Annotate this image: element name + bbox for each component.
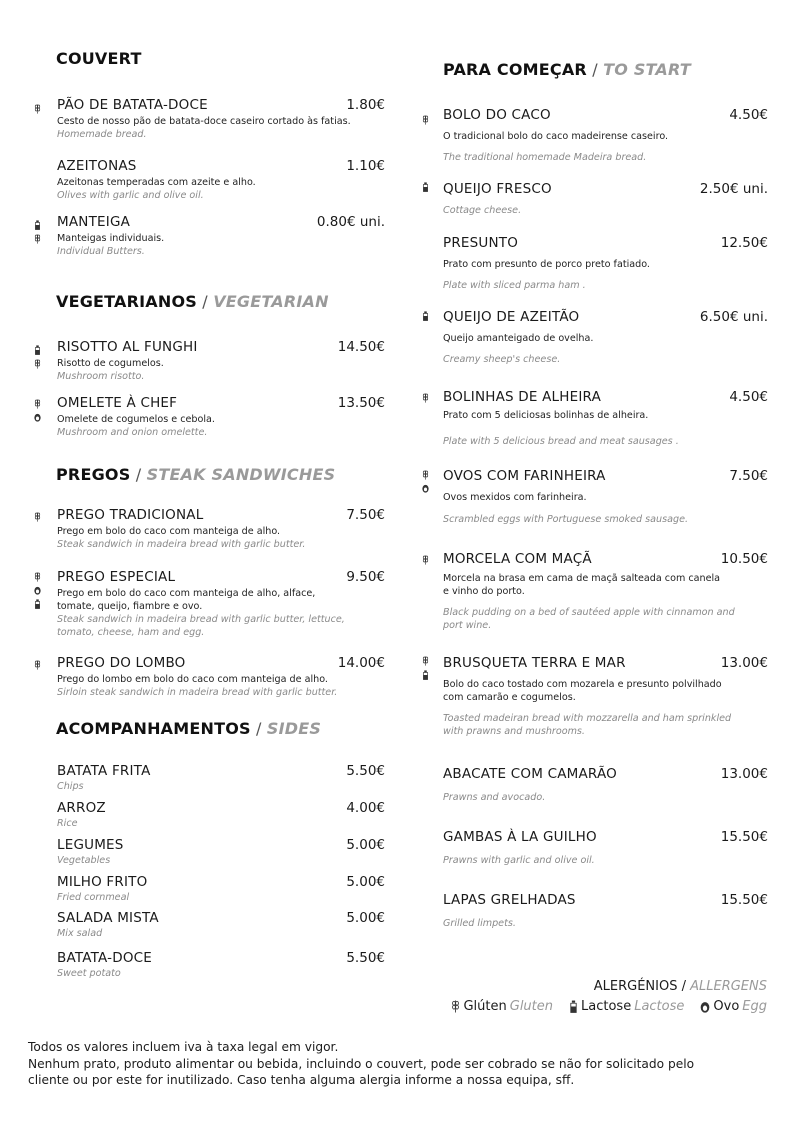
item-price: 14.00€ — [337, 655, 385, 671]
item-name: RISOTTO AL FUNGHI — [57, 339, 198, 355]
menu-item — [57, 910, 387, 944]
item-name: OMELETE À CHEF — [57, 395, 178, 411]
section-title-comecar — [443, 60, 691, 79]
allergen-icons — [33, 512, 42, 522]
menu-item — [57, 837, 387, 871]
milk-bottle-icon — [34, 220, 41, 230]
allergen-icons — [33, 345, 42, 369]
section-title-text: PREGOS — [56, 465, 131, 484]
menu-item — [443, 766, 768, 806]
item-description: Morcela na brasa em cama de maçã salteada com canela — [443, 573, 721, 584]
section-title-couvert — [56, 49, 142, 68]
item-english: Mushroom risotto. — [57, 371, 145, 382]
item-english: Prawns with garlic and olive oil. — [443, 855, 595, 866]
legend-title-english: ALLERGENS — [690, 979, 767, 994]
menu-item — [443, 107, 768, 165]
legend-ovo-english: Egg — [742, 999, 767, 1014]
menu-item — [57, 569, 387, 645]
menu-item — [57, 763, 387, 797]
item-name: BATATA FRITA — [57, 763, 151, 779]
menu-item — [57, 655, 387, 705]
item-name: MORCELA COM MAÇÃ — [443, 551, 592, 567]
item-name: MILHO FRITO — [57, 874, 148, 890]
item-price: 4.50€ — [729, 389, 768, 405]
milk-bottle-icon — [569, 1000, 578, 1013]
item-price: 2.50€ uni. — [699, 181, 768, 197]
item-description: Cesto de nosso pão de batata-doce caseiro cortado às fatias. — [57, 116, 351, 127]
item-price: 5.50€ — [346, 950, 385, 966]
item-english: Sweet potato — [57, 968, 121, 979]
title-separator: / — [250, 719, 267, 738]
legend-lactose: Lactose — [581, 999, 632, 1014]
menu-item — [57, 950, 387, 984]
item-price: 9.50€ — [346, 569, 385, 585]
allergen-legend — [451, 999, 767, 1014]
menu-item — [443, 829, 768, 869]
item-name: MANTEIGA — [57, 214, 131, 230]
item-english: Steak sandwich in madeira bread with garlic butter. — [57, 539, 306, 550]
item-price: 14.50€ — [337, 339, 385, 355]
item-name: PREGO DO LOMBO — [57, 655, 186, 671]
item-name: BRUSQUETA TERRA E MAR — [443, 655, 626, 671]
wheat-icon — [34, 234, 41, 244]
item-description: Azeitonas temperadas com azeite e alho. — [57, 177, 256, 188]
legend-title: ALERGÉNIOS — [593, 979, 678, 994]
item-description: Prego em bolo do caco com manteiga de alho. — [57, 526, 281, 537]
item-english: Vegetables — [57, 855, 111, 866]
item-price: 15.50€ — [720, 829, 768, 845]
item-price: 13.50€ — [337, 395, 385, 411]
section-title-english: SIDES — [266, 719, 322, 738]
item-name: BOLO DO CACO — [443, 107, 551, 123]
section-title-acompanhamentos — [56, 719, 321, 738]
wheat-icon — [34, 512, 41, 522]
item-english: Mushroom and onion omelette. — [57, 427, 208, 438]
item-description: Queijo amanteigado de ovelha. — [443, 333, 594, 344]
item-name: LEGUMES — [57, 837, 124, 853]
item-english: Olives with garlic and olive oil. — [57, 190, 204, 201]
title-separator: / — [130, 465, 147, 484]
egg-icon — [34, 413, 41, 422]
item-price: 12.50€ — [720, 235, 768, 251]
legend-lactose-english: Lactose — [634, 999, 685, 1014]
item-english: Rice — [57, 818, 78, 829]
wheat-icon — [34, 660, 41, 670]
item-price: 0.80€ uni. — [316, 214, 385, 230]
item-name: ARROZ — [57, 800, 106, 816]
wheat-icon — [34, 399, 41, 409]
item-description: Manteigas individuais. — [57, 233, 165, 244]
milk-bottle-icon — [422, 670, 429, 680]
egg-icon — [700, 1001, 710, 1013]
menu-item — [443, 389, 768, 449]
item-english: Individual Butters. — [57, 246, 145, 257]
menu-item — [57, 158, 387, 208]
section-title-english: VEGETARIAN — [213, 292, 329, 311]
item-english-line2: tomato, cheese, ham and egg. — [57, 627, 205, 638]
item-price: 4.50€ — [729, 107, 768, 123]
item-price: 5.00€ — [346, 910, 385, 926]
item-english: Chips — [57, 781, 84, 792]
item-english: Sirloin steak sandwich in madeira bread with garlic butter. — [57, 687, 338, 698]
item-english-line2: port wine. — [443, 620, 492, 631]
milk-bottle-icon — [422, 182, 429, 192]
egg-icon — [422, 484, 429, 493]
item-description: Bolo do caco tostado com mozarela e presunto polvilhado — [443, 679, 722, 690]
item-name: BATATA-DOCE — [57, 950, 153, 966]
item-description: Prato com 5 deliciosas bolinhas de alheira. — [443, 410, 649, 421]
allergen-legend-title — [594, 979, 767, 994]
section-title-text: COUVERT — [56, 49, 142, 68]
item-english: The traditional homemade Madeira bread. — [443, 152, 647, 163]
item-price: 13.00€ — [720, 766, 768, 782]
allergen-icons — [421, 115, 430, 125]
item-price: 15.50€ — [720, 892, 768, 908]
item-english: Mix salad — [57, 928, 103, 939]
item-description: Prego em bolo do caco com manteiga de alho, alface, — [57, 588, 316, 599]
item-english: Fried cornmeal — [57, 892, 130, 903]
allergen-icons — [421, 311, 430, 321]
item-description: O tradicional bolo do caco madeirense caseiro. — [443, 131, 669, 142]
section-title-text: VEGETARIANOS — [56, 292, 198, 311]
allergen-icons — [421, 470, 430, 493]
menu-item — [57, 395, 387, 445]
item-price: 4.00€ — [346, 800, 385, 816]
menu-item — [443, 468, 768, 528]
menu-item — [443, 892, 768, 932]
wheat-icon — [34, 104, 41, 114]
item-price: 7.50€ — [729, 468, 768, 484]
item-name: PRESUNTO — [443, 235, 519, 251]
title-separator: / — [197, 292, 214, 311]
item-english: Plate with sliced parma ham . — [443, 280, 586, 291]
item-name: PÃO DE BATATA-DOCE — [57, 97, 208, 113]
item-description: Omelete de cogumelos e cebola. — [57, 414, 215, 425]
item-name: OVOS COM FARINHEIRA — [443, 468, 606, 484]
menu-item — [443, 655, 768, 740]
item-english: Toasted madeiran bread with mozzarella and ham sprinkled — [443, 713, 732, 724]
item-english: Plate with 5 delicious bread and meat sausages . — [443, 436, 679, 447]
menu-item — [57, 214, 387, 264]
legend-gluten: Glúten — [463, 999, 507, 1014]
allergen-icons — [33, 572, 42, 609]
wheat-icon — [422, 115, 429, 125]
item-english: Steak sandwich in madeira bread with garlic butter, lettuce, — [57, 614, 345, 625]
egg-icon — [34, 586, 41, 595]
wheat-icon — [451, 1000, 460, 1013]
milk-bottle-icon — [34, 345, 41, 355]
menu-item — [443, 181, 768, 221]
item-description: Risotto de cogumelos. — [57, 358, 164, 369]
allergen-icons — [421, 393, 430, 403]
legend-ovo: Ovo — [713, 999, 740, 1014]
item-name: BOLINHAS DE ALHEIRA — [443, 389, 602, 405]
item-english: Prawns and avocado. — [443, 792, 546, 803]
legend-gluten-english: Gluten — [509, 999, 554, 1014]
item-name: QUEIJO FRESCO — [443, 181, 552, 197]
wheat-icon — [422, 656, 429, 666]
item-description-line2: tomate, queijo, fiambre e ovo. — [57, 601, 203, 612]
footer-line: Nenhum prato, produto alimentar ou bebida, incluindo o couvert, pode ser cobrado se não for solicitado pelo — [28, 1056, 695, 1071]
item-price: 6.50€ uni. — [699, 309, 768, 325]
item-description-line2: com camarão e cogumelos. — [443, 692, 576, 703]
item-english: Scrambled eggs with Portuguese smoked sausage. — [443, 514, 689, 525]
section-title-pregos — [56, 465, 335, 484]
section-title-text: PARA COMEÇAR — [443, 60, 587, 79]
title-separator: / — [586, 60, 604, 79]
item-english: Creamy sheep's cheese. — [443, 354, 561, 365]
item-price: 10.50€ — [720, 551, 768, 567]
section-title-english: STEAK SANDWICHES — [146, 465, 336, 484]
menu-item — [57, 800, 387, 834]
footer-line: Todos os valores incluem iva à taxa legal em vigor. — [28, 1040, 339, 1054]
item-english: Homemade bread. — [57, 129, 147, 140]
item-description: Ovos mexidos com farinheira. — [443, 492, 587, 503]
menu-item — [57, 874, 387, 908]
footer-line: cliente ou por este for inutilizado. Caso tenha alguma alergia informe a nossa equipa, sff. — [28, 1073, 575, 1087]
item-english: Black pudding on a bed of sautéed apple with cinnamon and — [443, 607, 735, 618]
allergen-icons — [33, 104, 42, 114]
item-description: Prato com presunto de porco preto fatiado. — [443, 259, 650, 270]
milk-bottle-icon — [34, 599, 41, 609]
item-price: 5.50€ — [346, 763, 385, 779]
allergen-icons — [421, 555, 430, 565]
item-english-line2: with prawns and mushrooms. — [443, 726, 585, 737]
wheat-icon — [422, 470, 429, 480]
item-price: 1.80€ — [346, 97, 385, 113]
item-name: PREGO ESPECIAL — [57, 569, 176, 585]
item-name: GAMBAS À LA GUILHO — [443, 829, 597, 845]
wheat-icon — [422, 393, 429, 403]
menu-item — [443, 551, 768, 636]
menu-item — [443, 235, 768, 295]
menu-item — [57, 507, 387, 557]
item-name: SALADA MISTA — [57, 910, 159, 926]
wheat-icon — [34, 359, 41, 369]
allergen-icons — [33, 220, 42, 244]
menu-item — [57, 339, 387, 389]
allergen-icons — [421, 182, 430, 192]
item-price: 5.00€ — [346, 837, 385, 853]
item-english: Grilled limpets. — [443, 918, 516, 929]
menu-item — [57, 97, 387, 147]
title-separator: / — [677, 979, 691, 994]
item-name: AZEITONAS — [57, 158, 137, 174]
section-title-vegetarianos — [56, 292, 329, 311]
item-name: QUEIJO DE AZEITÃO — [443, 309, 580, 325]
allergen-icons — [421, 656, 430, 680]
milk-bottle-icon — [422, 311, 429, 321]
item-description: Prego do lombo em bolo do caco com manteiga de alho. — [57, 674, 328, 685]
item-price: 5.00€ — [346, 874, 385, 890]
item-price: 7.50€ — [346, 507, 385, 523]
wheat-icon — [34, 572, 41, 582]
allergen-icons — [33, 399, 42, 422]
item-name: ABACATE COM CAMARÃO — [443, 766, 617, 782]
item-english: Cottage cheese. — [443, 205, 522, 216]
item-price: 1.10€ — [346, 158, 385, 174]
footer-notice — [28, 1039, 788, 1089]
wheat-icon — [422, 555, 429, 565]
section-title-english: TO START — [603, 60, 691, 79]
section-title-text: ACOMPANHAMENTOS — [56, 719, 251, 738]
item-price: 13.00€ — [720, 655, 768, 671]
item-description-line2: e vinho do porto. — [443, 586, 525, 597]
item-name: LAPAS GRELHADAS — [443, 892, 576, 908]
item-name: PREGO TRADICIONAL — [57, 507, 204, 523]
allergen-icons — [33, 660, 42, 670]
menu-item — [443, 309, 768, 369]
